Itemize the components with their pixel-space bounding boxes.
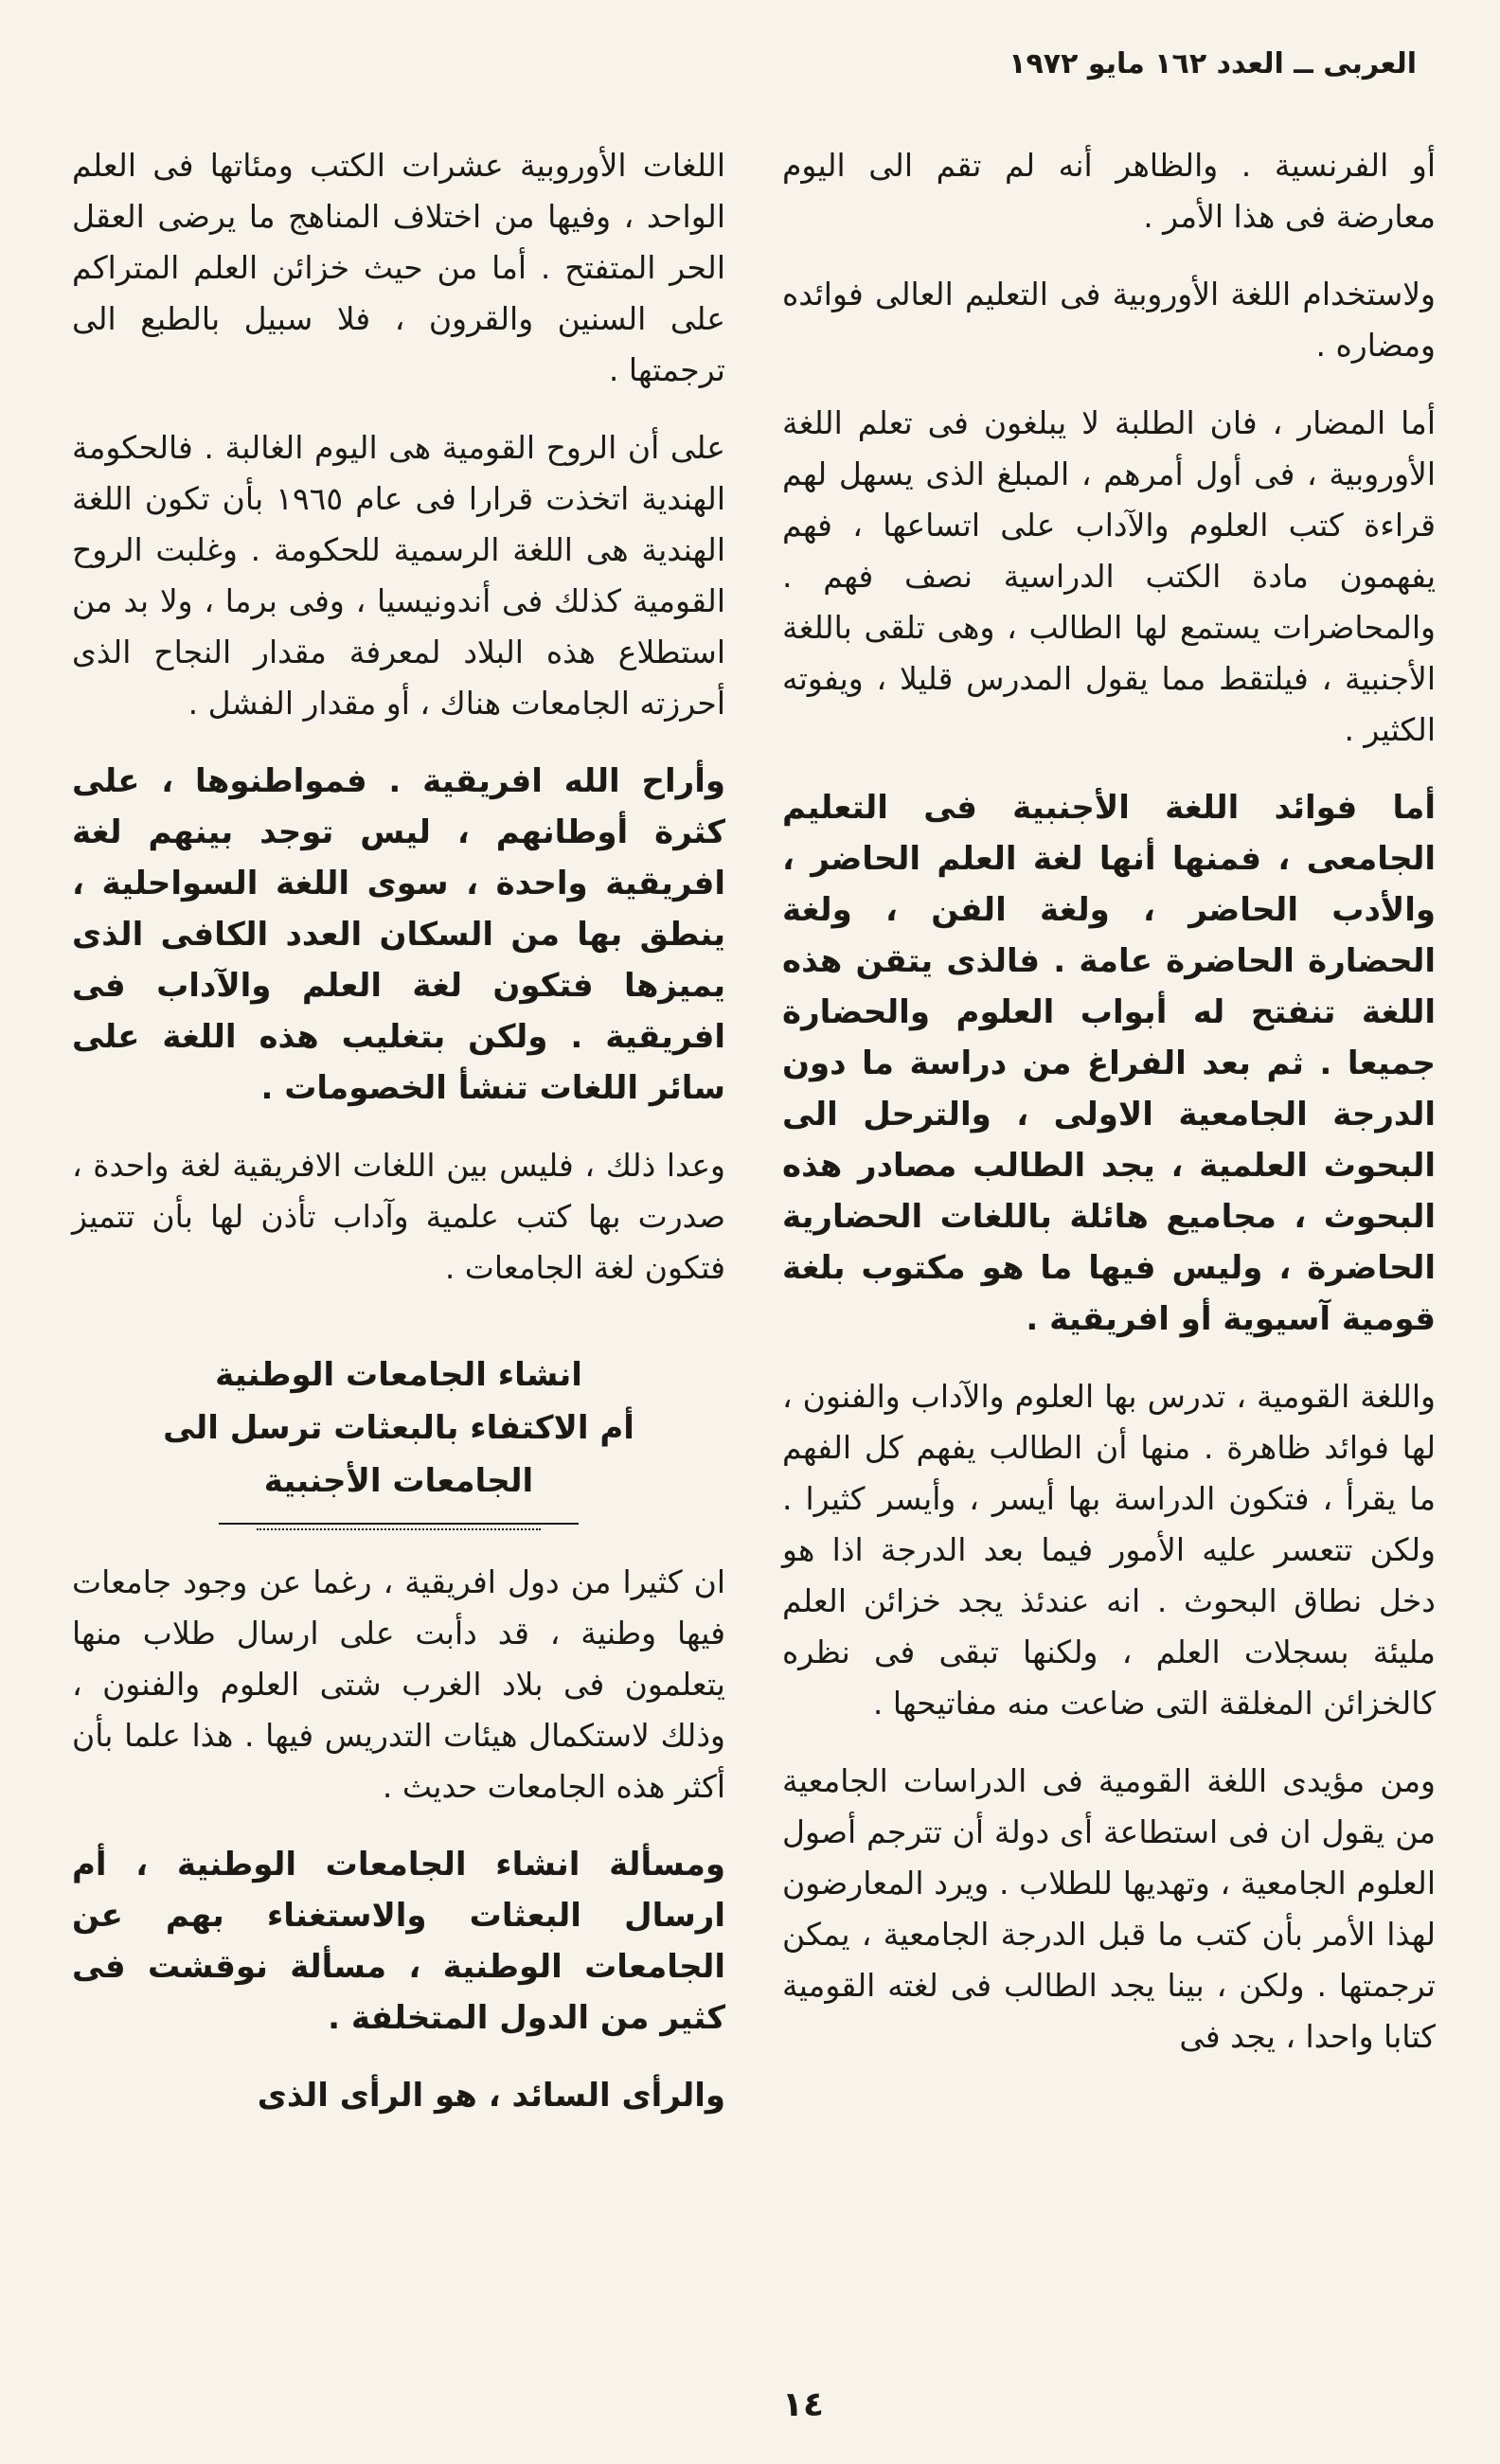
bold-paragraph: ومسألة انشاء الجامعات الوطنية ، أم ارسال البعثات والاستغناء بهم عن الجامعات الوطنية ، مسألة نوقشت فى كثير من الدول المتخلفة .	[72, 1846, 725, 2037]
paragraph: اللغات الأوروبية عشرات الكتب ومئاتها فى العلم الواحد ، وفيها من اختلاف المناهج ما يرضى العقل الحر المتفتح . أما من حيث خزائن العلم المتراكم على السنين والقرون ، فلا سبيل بالطبع الى ترجمتها .	[72, 147, 725, 388]
paragraph: على أن الروح القومية هى اليوم الغالبة . فالحكومة الهندية اتخذت قرارا فى عام ١٩٦٥ بأن تكون اللغة الهندية هى اللغة الرسمية للحكومة . وغلبت الروح القومية كذلك فى أندونيسيا ، وفى برما ، ولا بد من استطلاع هذه البلاد لمعرفة مقدار النجاح الذى أحرزته الجامعات هناك ، أو مقدار الفشل .	[72, 429, 725, 722]
paragraph: واللغة القومية ، تدرس بها العلوم والآداب والفنون ، لها فوائد ظاهرة . منها أن الطالب يفهم كل الفهم ما يقرأ ، فتكون الدراسة بها أيسر ، وأيسر كثيرا . ولكن تتعسر عليه الأمور فيما بعد الدرجة اذا هو دخل نطاق البحوث . انه عندئذ يجد خزائن العلم مليئة بسجلات العلم ، ولكنها تبقى فى نظره كالخزائن المغلقة التى ضاعت منه مفاتيحها .	[782, 1378, 1436, 1722]
paragraph: ومن مؤيدى اللغة القومية فى الدراسات الجامعية من يقول ان فى استطاعة أى دولة أن تترجم أصول العلوم الجامعية ، وتهديها للطلاب . ويرد المعارضون لهذا الأمر بأن كتب ما قبل الدرجة الجامعية ، يمكن ترجمتها . ولكن ، بينا يجد الطالب فى لغته القومية كتابا واحدا ، يجد فى	[782, 1762, 1436, 2055]
section-heading-line: الجامعات الأجنبية	[263, 1462, 534, 1500]
heading-divider	[219, 1513, 579, 1525]
bold-paragraph: أما فوائد اللغة الأجنبية فى التعليم الجامعى ، فمنها أنها لغة العلم الحاضر ، والأدب الحاضر ، ولغة الفن ، ولغة الحضارة الحاضرة عامة . فالذى يتقن هذه اللغة تنفتح له أبواب العلوم والحضارة جميعا . ثم بعد الفراغ من دراسة ما دون الدرجة الجامعية الاولى ، والترحل الى البحوث العلمية ، يجد الطالب مصادر هذه البحوث ، مجاميع هائلة باللغات الحضارية الحاضرة ، وليس فيها ما هو مكتوب بلغة قومية آسيوية أو افريقية .	[782, 789, 1436, 1338]
article-body	[72, 140, 1436, 2347]
right-column	[782, 140, 1436, 2347]
bold-paragraph: والرأى السائد ، هو الرأى الذى	[257, 2077, 725, 2115]
section-heading-line: انشاء الجامعات الوطنية	[215, 1356, 582, 1394]
paragraph: وعدا ذلك ، فليس بين اللغات الافريقية لغة واحدة ، صدرت بها كتب علمية وآداب تأذن لها بأن تتميز فتكون لغة الجامعات .	[72, 1147, 725, 1286]
bold-paragraph: وأراح الله افريقية . فمواطنوها ، على كثرة أوطانهم ، ليس توجد بينهم لغة افريقية واحدة ، سوى اللغة السواحلية ، ينطق بها من السكان العدد الكافى الذى يميزها فتكون لغة العلم والآداب فى افريقية . ولكن بتغليب هذه اللغة على سائر اللغات تنشأ الخصومات .	[72, 762, 725, 1107]
section-heading	[72, 1348, 725, 1508]
paragraph: أو الفرنسية . والظاهر أنه لم تقم الى اليوم معارضة فى هذا الأمر .	[782, 147, 1436, 235]
page-number: ١٤	[782, 2385, 824, 2424]
section-heading-line: أم الاكتفاء بالبعثات ترسل الى	[163, 1409, 634, 1447]
paragraph: أما المضار ، فان الطلبة لا يبلغون فى تعلم اللغة الأوروبية ، فى أول أمرهم ، المبلغ الذى يسهل لهم قراءة كتب العلوم والآداب على اتساعها ، فهم يفهمون مادة الكتب الدراسية نصف فهم . والمحاضرات يستمع لها الطالب ، وهى تلقى باللغة الأجنبية ، فيلتقط مما يقول المدرس قليلا ، ويفوته الكثير .	[782, 404, 1436, 748]
paragraph: ولاستخدام اللغة الأوروبية فى التعليم العالى فوائده ومضاره .	[782, 276, 1436, 364]
paragraph: ان كثيرا من دول افريقية ، رغما عن وجود جامعات فيها وطنية ، قد دأبت على ارسال طلاب منها يتعلمون فى بلاد الغرب شتى العلوم والفنون ، وذلك لاستكمال هيئات التدريس فيها . هذا علما بأن أكثر هذه الجامعات حديث .	[72, 1563, 725, 1805]
left-column	[72, 140, 725, 2347]
running-header: العربى ــ العدد ١٦٢ مايو ١٩٧٢	[1009, 47, 1417, 80]
